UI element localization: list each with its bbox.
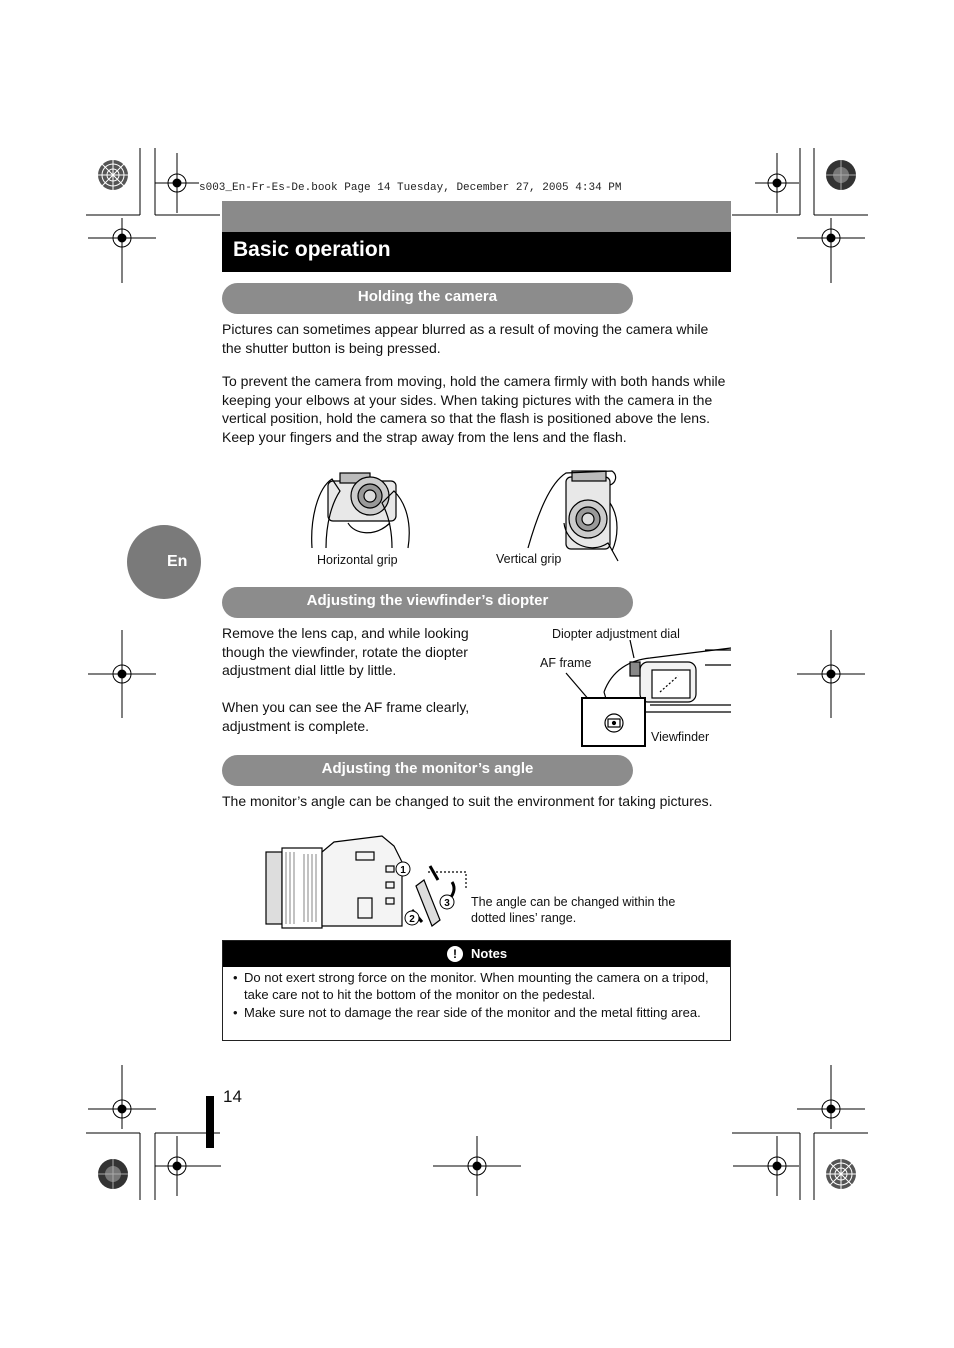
language-tab-label: En bbox=[167, 553, 188, 570]
caption-vertical-grip: Vertical grip bbox=[496, 552, 562, 566]
diopter-paragraph-1: Remove the lens cap, and while looking though the viewfinder, rotate the diopter adjustment dial little by little. bbox=[222, 625, 469, 679]
exclamation-icon: ! bbox=[447, 946, 463, 962]
horizontal-grip-illustration bbox=[300, 463, 420, 553]
heading-holding-camera: Holding the camera bbox=[222, 283, 633, 314]
section-title-bar bbox=[222, 232, 731, 272]
label-diopter-dial: Diopter adjustment dial bbox=[552, 627, 680, 641]
label-viewfinder: Viewfinder bbox=[651, 730, 710, 744]
section-top-bar bbox=[222, 201, 731, 232]
notes-item: • Do not exert strong force on the monitor. When mounting the camera on a tripod, take care not to hit the bottom of the monitor on the pedestal. bbox=[233, 969, 710, 1004]
caption-horizontal-grip: Horizontal grip bbox=[317, 553, 398, 567]
language-tab-en bbox=[127, 525, 201, 599]
notes-box bbox=[222, 940, 731, 1041]
section-title: Basic operation bbox=[233, 238, 391, 261]
label-af-frame: AF frame bbox=[540, 656, 592, 670]
print-slug-line: s003_En-Fr-Es-De.book Page 14 Tuesday, December 27, 2005 4:34 PM bbox=[199, 182, 622, 194]
notes-title: Notes bbox=[471, 946, 508, 961]
vertical-grip-illustration bbox=[520, 463, 630, 563]
monitor-caption: The angle can be changed within the dotted lines’ range. bbox=[471, 895, 676, 925]
viewfinder-illustration bbox=[560, 640, 735, 750]
page-number: 14 bbox=[223, 1087, 242, 1106]
notes-item: • Make sure not to damage the rear side of the monitor and the metal fitting area. bbox=[233, 1004, 710, 1021]
holding-paragraph-2: To prevent the camera from moving, hold the camera firmly with both hands while keeping your elbows at your sides. When taking pictures with the camera in the vertical position, hold the camera so that the flash is positioned above the lens. Keep your fingers and the strap away from the lens and the flash. bbox=[222, 373, 726, 446]
notes-list bbox=[233, 969, 710, 1021]
heading-diopter: Adjusting the viewfinder’s diopter bbox=[222, 587, 633, 618]
diopter-paragraph-2: When you can see the AF frame clearly, adjustment is complete. bbox=[222, 699, 470, 734]
heading-monitor-angle: Adjusting the monitor’s angle bbox=[222, 755, 633, 786]
monitor-paragraph-1: The monitor’s angle can be changed to suit the environment for taking pictures. bbox=[222, 793, 713, 809]
step-1-label: 1 bbox=[400, 865, 406, 876]
step-3-label: 3 bbox=[444, 898, 450, 909]
step-2-label: 2 bbox=[409, 914, 415, 925]
monitor-angle-illustration bbox=[262, 832, 472, 930]
notes-header bbox=[223, 941, 730, 967]
holding-paragraph-1: Pictures can sometimes appear blurred as a result of moving the camera while the shutter button is being pressed. bbox=[222, 321, 709, 356]
page-number-bar bbox=[206, 1096, 214, 1148]
